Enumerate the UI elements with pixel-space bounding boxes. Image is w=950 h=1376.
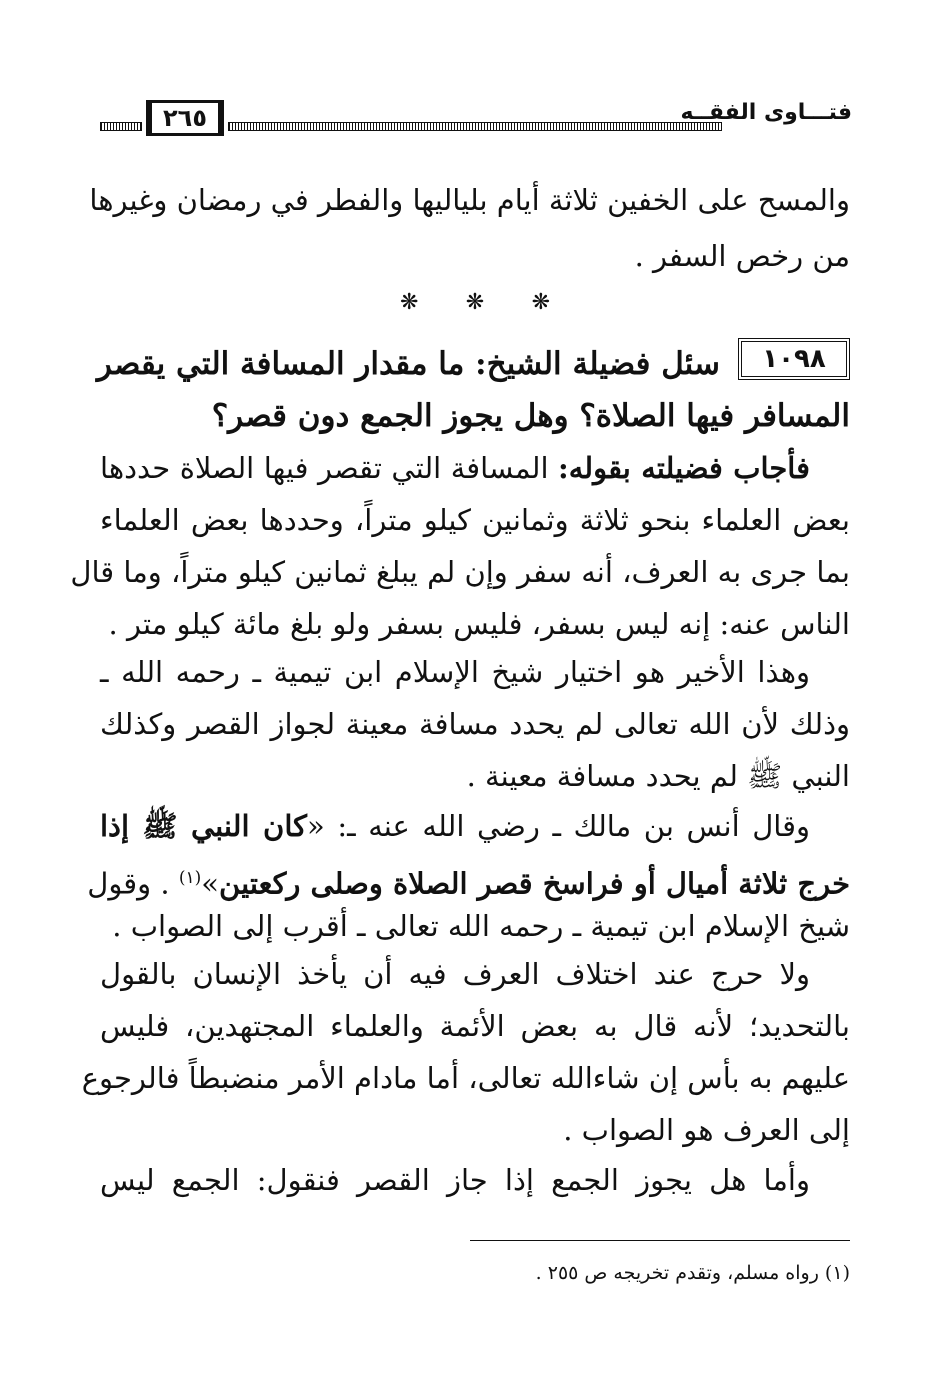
hadith-text: كان النبي ﷺ إذا xyxy=(100,809,307,843)
book-title: فتـــاوى الفقــه xyxy=(680,100,852,125)
answer-line: إلى العرف هو الصواب . xyxy=(563,1113,850,1147)
text-line: من رخص السفر . xyxy=(634,239,850,273)
answer-line: بعض العلماء بنحو ثلاثة وثمانين كيلو متراً، وحددها بعض العلماء xyxy=(100,503,850,537)
answer-line: بما جرى به العرف، أنه سفر وإن لم يبلغ ثمانين كيلو متراً، وما قال xyxy=(70,555,850,589)
footnote-marker: (١) xyxy=(178,868,202,888)
answer-line: وأما هل يجوز الجمع إذا جاز القصر فنقول: الجمع ليس xyxy=(100,1163,810,1197)
answer-line: الناس عنه: إنه ليس بسفر، فليس بسفر ولو بلغ مائة كيلو متر . xyxy=(108,607,850,641)
hadith-tail: . وقول xyxy=(87,866,179,901)
hadith-intro: وقال أنس بن مالك ـ رضي الله عنه ـ: « xyxy=(307,809,810,843)
text-line: والمسح على الخفين ثلاثة أيام بلياليها والفطر في رمضان وغيرها xyxy=(89,183,850,217)
hadith-quote-close: » xyxy=(201,866,219,901)
answer-line: وذلك لأن الله تعالى لم يحدد مسافة معينة لجواز القصر وكذلك xyxy=(100,707,850,741)
hadith-line xyxy=(87,858,850,904)
answer-line: النبي ﷺ لم يحدد مسافة معينة . xyxy=(466,759,850,793)
answer-line: شيخ الإسلام ابن تيمية ـ رحمه الله تعالى ـ أقرب إلى الصواب . xyxy=(112,909,850,943)
header-rule-left xyxy=(100,122,142,131)
answer-text: المسافة التي تقصر فيها الصلاة حددها xyxy=(100,451,559,485)
asterisk-ornament-icon: ❋ xyxy=(465,290,485,315)
answer-line: عليهم به بأس إن شاءالله تعالى، أما مادام الأمر منضبطاً فالرجوع xyxy=(81,1061,850,1095)
question-line: المسافر فيها الصلاة؟ وهل يجوز الجمع دون قصر؟ xyxy=(211,398,850,434)
footnote: (١) رواه مسلم، وتقدم تخريجه ص ٢٥٥ . xyxy=(535,1262,850,1284)
answer-line: ولا حرج عند اختلاف العرف فيه أن يأخذ الإنسان بالقول xyxy=(100,957,810,991)
header-rule-right xyxy=(228,122,722,131)
answer-line xyxy=(100,448,810,488)
hadith-text: خرج ثلاثة أميال أو فراسخ قصر الصلاة وصلى ركعتين xyxy=(219,866,850,901)
answer-line: بالتحديد؛ لأنه قال به بعض الأئمة والعلماء المجتهدين، فليس xyxy=(100,1009,850,1043)
answer-line: وهذا الأخير هو اختيار شيخ الإسلام ابن تيمية ـ رحمه الله ـ xyxy=(100,655,810,689)
asterisk-ornament-icon: ❋ xyxy=(400,290,419,315)
section-separator xyxy=(400,290,550,315)
page-header xyxy=(100,96,852,142)
question-line: سئل فضيلة الشيخ: ما مقدار المسافة التي يقصر xyxy=(96,346,720,382)
footnote-divider xyxy=(470,1240,850,1241)
question-number: ١٠٩٨ xyxy=(738,338,850,380)
answer-lead: فأجاب فضيلته بقوله: xyxy=(558,451,810,485)
hadith-line xyxy=(100,806,810,846)
asterisk-ornament-icon: ❋ xyxy=(531,290,550,315)
page-number: ٢٦٥ xyxy=(146,100,224,136)
